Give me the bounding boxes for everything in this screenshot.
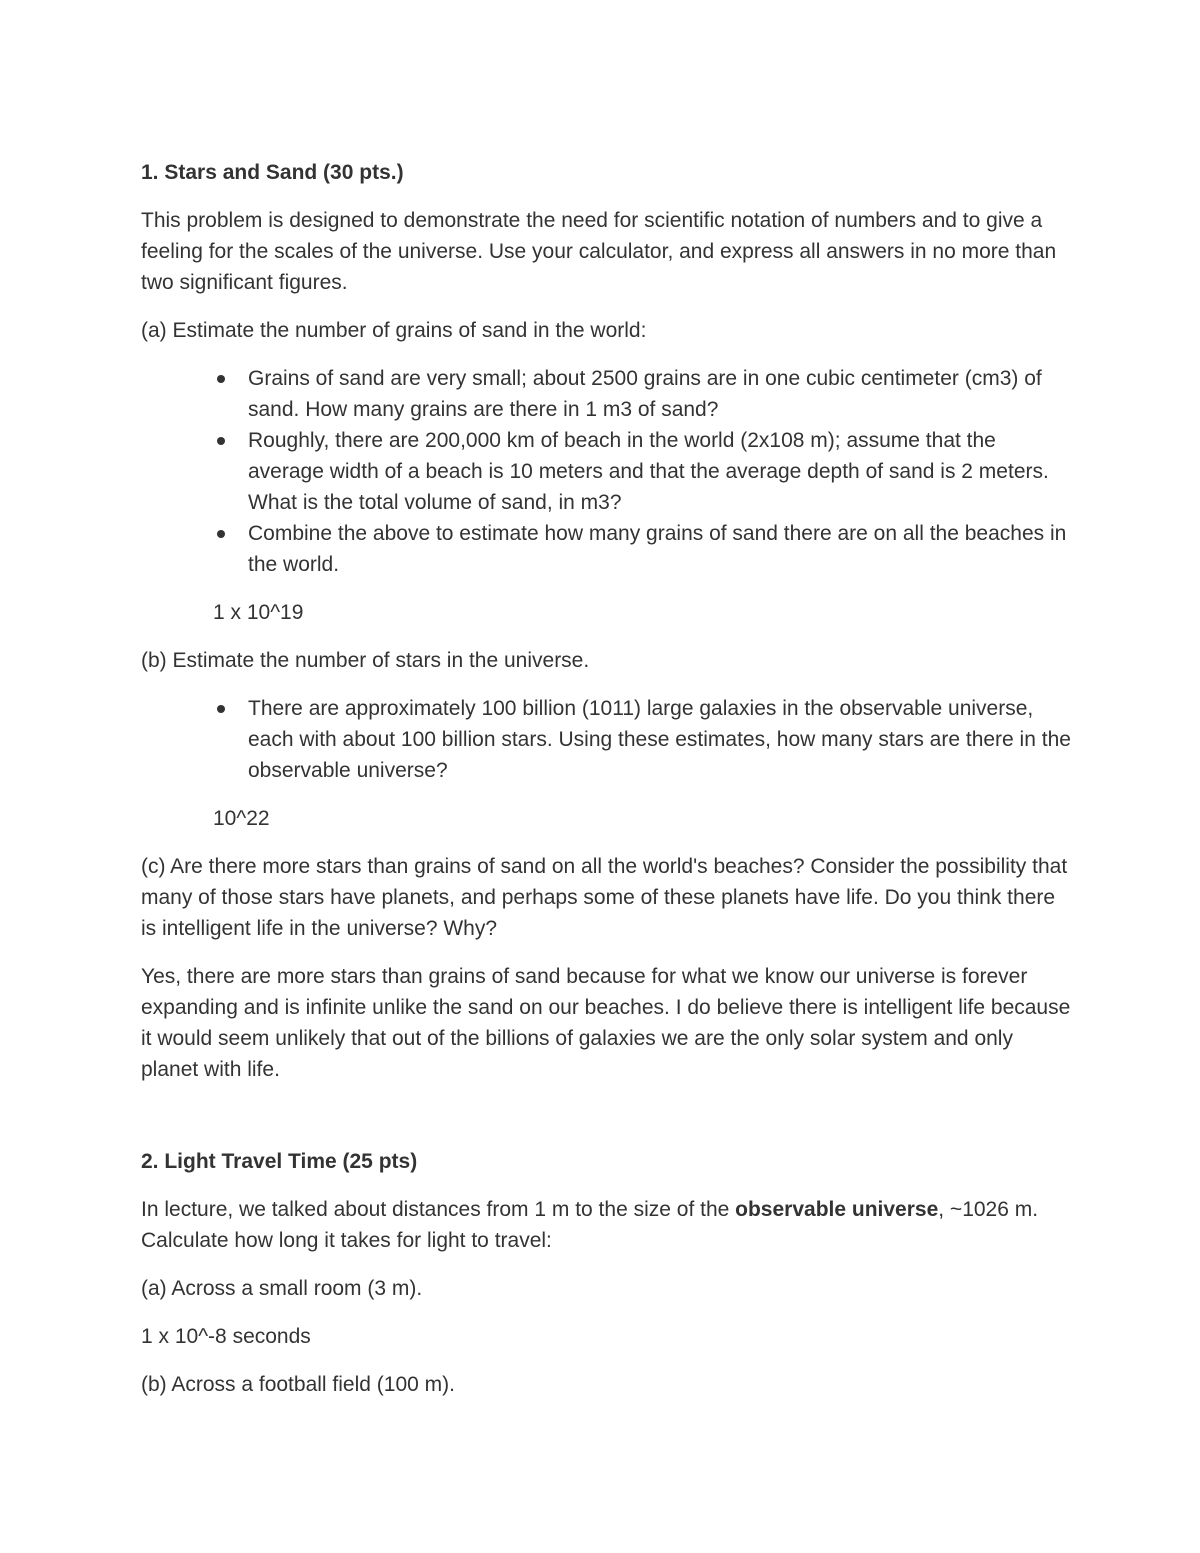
bullet-icon <box>217 375 225 383</box>
list-item <box>141 363 1071 425</box>
observable-universe-term: observable universe <box>735 1198 939 1221</box>
section1-intro: This problem is designed to demonstrate the need for scientific notation of numbers and to give a feeling for the scales of the universe. Use your calculator, and express all answers in no more than two significant figures. <box>141 209 1057 294</box>
document-page <box>141 157 1071 1417</box>
section2-part-a-prompt: (a) Across a small room (3 m). <box>141 1277 423 1300</box>
part-a-bullet-list <box>141 363 1071 580</box>
list-item <box>141 425 1071 518</box>
part-c-answer: Yes, there are more stars than grains of sand because for what we know our universe is forever expanding and is infinite unlike the sand on our beaches. I do believe there is intelligent life because it would seem unlikely that out of the billions of galaxies we are the only solar system and only planet with life. <box>141 965 1071 1081</box>
list-item <box>141 518 1071 580</box>
list-item-text: Combine the above to estimate how many grains of sand there are on all the beaches in the world. <box>248 522 1067 576</box>
part-b-prompt: (b) Estimate the number of stars in the universe. <box>141 649 590 672</box>
section-spacer <box>141 1102 1071 1146</box>
list-item-text: Grains of sand are very small; about 2500 grains are in one cubic centimeter (cm3) of sand. How many grains are there in 1 m3 of sand? <box>248 367 1042 421</box>
bullet-icon <box>217 705 225 713</box>
part-b-answer: 10^22 <box>213 807 270 830</box>
section2-part-a-answer: 1 x 10^-8 seconds <box>141 1325 311 1348</box>
section2-intro <box>141 1194 1071 1256</box>
list-item-text: Roughly, there are 200,000 km of beach in the world (2x108 m); assume that the average width of a beach is 10 meters and that the average depth of sand is 2 meters. What is the total volume of sand, in m3? <box>248 429 1049 514</box>
section2-intro-before: In lecture, we talked about distances from 1 m to the size of the <box>141 1198 736 1221</box>
part-a-answer: 1 x 10^19 <box>213 601 304 624</box>
part-a-prompt: (a) Estimate the number of grains of sand in the world: <box>141 319 647 342</box>
bullet-icon <box>217 437 225 445</box>
section2-part-b-prompt: (b) Across a football field (100 m). <box>141 1373 455 1396</box>
list-item <box>141 693 1071 786</box>
section2-intro-after: , ~1026 m. Calculate how long it takes for light to travel: <box>141 1198 1039 1252</box>
part-c-prompt: (c) Are there more stars than grains of sand on all the world's beaches? Consider the possibility that many of those stars have planets, and perhaps some of these planets have life. Do you think there is intelligent life in the universe? Why? <box>141 855 1068 940</box>
section2-heading: 2. Light Travel Time (25 pts) <box>141 1150 418 1173</box>
bullet-icon <box>217 530 225 538</box>
section1-heading: 1. Stars and Sand (30 pts.) <box>141 161 404 184</box>
list-item-text: There are approximately 100 billion (1011) large galaxies in the observable universe, each with about 100 billion stars. Using these estimates, how many stars are there in the observable universe? <box>248 697 1071 782</box>
part-b-bullet-list <box>141 693 1071 786</box>
